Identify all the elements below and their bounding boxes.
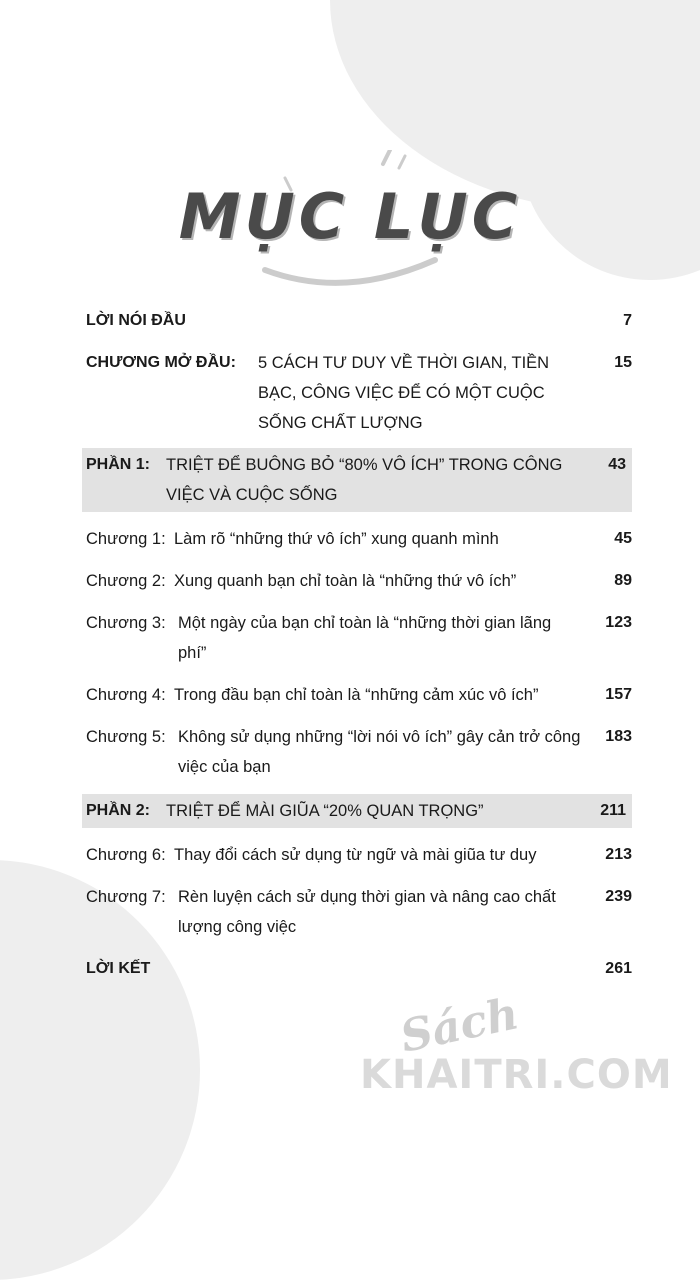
toc-entry-title: 5 CÁCH TƯ DUY VỀ THỜI GIAN, TIỀN BẠC, CÔNG VIỆC ĐỂ CÓ MỘT CUỘC SỐNG CHẤT LƯỢNG	[258, 354, 550, 432]
toc-entry-page: 213	[605, 846, 632, 863]
toc-entry-page: 89	[614, 572, 632, 589]
toc-entry-page: 157	[605, 686, 632, 703]
toc-entry-title: Không sử dụng những “lời nói vô ích” gây cản trở công việc của bạn	[178, 728, 581, 776]
toc-entry-label: Chương 3:	[86, 614, 166, 632]
toc-entry-page: 239	[605, 888, 632, 905]
toc-chapter-entry[interactable]	[86, 722, 632, 782]
toc-entry-title: Trong đầu bạn chỉ toàn là “những cảm xúc vô ích”	[174, 686, 539, 704]
toc-entry-page: 45	[614, 530, 632, 547]
toc-entry-label: Chương 5:	[86, 728, 166, 746]
title-block	[0, 150, 700, 290]
toc-entry-page: 123	[605, 614, 632, 631]
toc-entry-label: Chương 2:	[86, 572, 166, 590]
toc-entry-title: Thay đổi cách sử dụng từ ngữ và mài giũa tư duy	[174, 846, 537, 864]
toc-chapter-entry[interactable]	[86, 680, 632, 710]
toc-chapter-entry[interactable]	[86, 524, 632, 554]
toc-entry-page: 43	[608, 456, 626, 473]
watermark	[360, 988, 690, 1110]
toc-entry-label: Chương 7:	[86, 888, 166, 906]
toc-entry-label: Chương 6:	[86, 846, 166, 864]
toc-entry-title: Rèn luyện cách sử dụng thời gian và nâng cao chất lượng công việc	[178, 888, 556, 936]
toc-entry-label: CHƯƠNG MỞ ĐẦU:	[86, 354, 236, 371]
toc-entry-title: Làm rõ “những thứ vô ích” xung quanh mình	[174, 530, 499, 548]
toc-chapter-entry[interactable]	[86, 566, 632, 596]
toc-entry-page: 183	[605, 728, 632, 745]
toc-entry-title: Một ngày của bạn chỉ toàn là “những thời gian lãng phí”	[178, 614, 552, 662]
watermark-text: KHAITRI.COM	[360, 1052, 673, 1098]
page-title: MỤC LỤC	[178, 180, 522, 253]
toc-part-entry[interactable]	[82, 448, 632, 512]
toc-entry[interactable]	[86, 954, 632, 984]
toc-entry-title: TRIỆT ĐỂ MÀI GIŨA “20% QUAN TRỌNG”	[166, 802, 484, 820]
table-of-contents	[86, 306, 632, 984]
toc-entry-title: TRIỆT ĐỂ BUÔNG BỎ “80% VÔ ÍCH” TRONG CÔNG VIỆC VÀ CUỘC SỐNG	[166, 456, 563, 504]
toc-entry-label: LỜI KẾT	[86, 960, 151, 977]
toc-entry[interactable]	[86, 348, 632, 438]
toc-chapter-entry[interactable]	[86, 608, 632, 668]
toc-part-entry[interactable]	[82, 794, 632, 828]
toc-entry-page: 7	[623, 312, 632, 329]
toc-entry-label: Chương 4:	[86, 686, 166, 704]
toc-entry-page: 15	[614, 354, 632, 371]
watermark-script: Sách	[395, 988, 524, 1063]
toc-entry-page: 261	[605, 960, 632, 977]
toc-entry[interactable]	[86, 306, 632, 336]
toc-chapter-entry[interactable]	[86, 840, 632, 870]
toc-entry-label: PHẦN 1:	[86, 456, 151, 473]
toc-entry-page: 211	[600, 802, 626, 819]
toc-entry-title: Xung quanh bạn chỉ toàn là “những thứ vô ích”	[174, 572, 517, 590]
toc-entry-label: LỜI NÓI ĐẦU	[86, 312, 186, 329]
toc-entry-label: Chương 1:	[86, 530, 166, 548]
toc-entry-label: PHẦN 2:	[86, 802, 151, 819]
toc-chapter-entry[interactable]	[86, 882, 632, 942]
